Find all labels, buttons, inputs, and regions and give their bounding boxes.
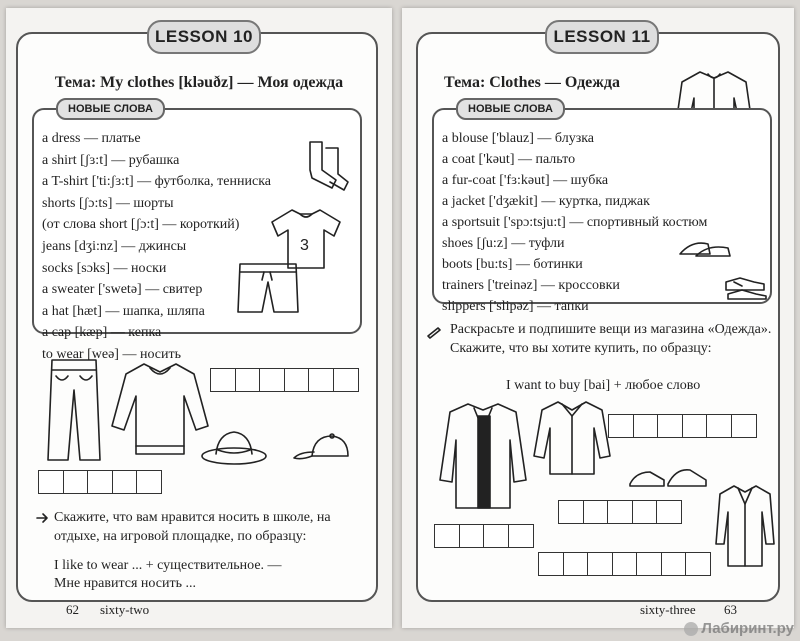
right-topic: Тема: Clothes — Одежда (444, 74, 620, 91)
arrow-bullet-icon (36, 512, 50, 524)
vocab-item: a fur-coat ['fɜ:kǝut] — шубка (442, 173, 609, 188)
left-letter-boxes-top (210, 368, 357, 392)
jacket-illustration (714, 482, 776, 570)
vocab-item: shoes [ʃu:z] — туфли (442, 236, 565, 251)
letter-box[interactable] (685, 552, 711, 576)
vocab-item: a T-shirt ['ti:ʃɜ:t] — футболка, тенниска (42, 174, 272, 190)
vocab-item: boots [bu:ts] — ботинки (442, 257, 583, 272)
right-page-number: 63 (724, 602, 737, 617)
trainers-illustration (724, 270, 768, 300)
letter-box[interactable] (633, 414, 659, 438)
slippers-illustration (678, 236, 732, 260)
pencil-icon (426, 326, 442, 338)
vocab-item: a cap [kæp] — кепка (42, 325, 162, 341)
letter-box[interactable] (706, 414, 732, 438)
left-letter-boxes-bottom (38, 470, 161, 494)
right-letter-boxes-3 (434, 524, 532, 548)
letter-box[interactable] (136, 470, 162, 494)
letter-box[interactable] (38, 470, 64, 494)
svg-text:3: 3 (300, 237, 309, 254)
left-vocab-label: НОВЫЕ СЛОВА (56, 98, 165, 120)
vocab-item: a hat [hæt] — шапка, шляпа (42, 303, 205, 319)
left-vocab-list (42, 128, 271, 366)
letter-box[interactable] (661, 552, 687, 576)
letter-box[interactable] (87, 470, 113, 494)
right-page (402, 8, 794, 628)
right-page-word: sixty-three (640, 602, 696, 617)
vocab-item: to wear [weǝ] — носить (42, 346, 182, 362)
lesson-11-heading: LESSON 11 (545, 20, 659, 54)
blouse-illustration (532, 398, 612, 478)
socks-illustration (302, 140, 352, 200)
right-letter-boxes-1 (608, 414, 755, 438)
letter-box[interactable] (583, 500, 609, 524)
letter-box[interactable] (483, 524, 509, 548)
right-vocab-label: НОВЫЕ СЛОВА (456, 98, 565, 120)
right-letter-boxes-2 (558, 500, 681, 524)
vocab-item: a shirt [ʃɜ:t] — рубашка (42, 152, 180, 168)
letter-box[interactable] (563, 552, 589, 576)
coat-illustration (438, 400, 528, 512)
hat-illustration (198, 428, 268, 468)
letter-box[interactable] (538, 552, 564, 576)
right-vocab-box (432, 103, 772, 314)
letter-box[interactable] (731, 414, 757, 438)
left-example-ru: Мне нравится носить ... (54, 576, 196, 591)
jeans-illustration (46, 356, 102, 464)
letter-box[interactable] (608, 414, 634, 438)
lesson-10-heading: LESSON 10 (147, 20, 261, 54)
letter-box[interactable] (607, 500, 633, 524)
letter-box[interactable] (682, 414, 708, 438)
vocab-item: trainers ['treinǝz] — кроссовки (442, 278, 620, 293)
letter-box[interactable] (63, 470, 89, 494)
vocab-item: jeans [dʒi:nz] — джинсы (42, 238, 187, 254)
watermark (684, 620, 794, 637)
letter-box[interactable] (434, 524, 460, 548)
vocab-item: a sportsuit ['spɔ:tsju:t] — спортивный костюм (442, 215, 708, 230)
vocab-item: socks [sɔks] — носки (42, 260, 167, 276)
letter-box[interactable] (284, 368, 310, 392)
left-page-word: sixty-two (100, 602, 150, 617)
vocab-item: slippers ['slipǝz] — тапки (442, 299, 589, 314)
letter-box[interactable] (112, 470, 138, 494)
letter-box[interactable] (657, 414, 683, 438)
vocab-item: (от слова short [ʃɔ:t] — короткий) (42, 217, 240, 233)
letter-box[interactable] (235, 368, 261, 392)
vocab-item: a sweater ['swetǝ] — свитер (42, 282, 203, 298)
vocab-item: a dress — платье (42, 131, 141, 146)
letter-box[interactable] (558, 500, 584, 524)
letter-box[interactable] (210, 368, 236, 392)
vocab-item: a jacket ['dʒækit] — куртка, пиджак (442, 194, 650, 209)
watermark-text: Лабиринт.ру (701, 620, 794, 637)
left-instruction: Скажите, что вам нравится носить в школе, на отдыхе, на игровой площадке, по образцу: (54, 510, 331, 544)
letter-box[interactable] (459, 524, 485, 548)
vocab-item: a blouse ['blauz] — блузка (442, 131, 595, 146)
left-example-en: I like to wear ... + существительное. — (54, 558, 282, 573)
left-page (6, 8, 392, 628)
letter-box[interactable] (333, 368, 359, 392)
letter-box[interactable] (508, 524, 534, 548)
left-vocab-box (32, 103, 362, 362)
vocab-item: shorts [ʃɔ:ts] — шорты (42, 195, 174, 211)
right-example: I want to buy [bai] + любое слово (506, 378, 701, 393)
vocab-item: a coat ['kǝut] — пальто (442, 152, 576, 167)
right-vocab-list (442, 128, 707, 317)
right-instruction: Раскрасьте и подпишите вещи из магазина «Одежда». Скажите, что вы хотите купить, по образцу: (450, 322, 772, 356)
shoes-illustration (628, 462, 708, 492)
letter-box[interactable] (308, 368, 334, 392)
shorts-illustration (236, 260, 300, 316)
letter-box[interactable] (636, 552, 662, 576)
letter-box[interactable] (612, 552, 638, 576)
cap-illustration (292, 432, 352, 468)
letter-box[interactable] (656, 500, 682, 524)
sweater-illustration (110, 360, 210, 460)
letter-box[interactable] (587, 552, 613, 576)
left-page-number: 62 (66, 602, 79, 617)
letter-box[interactable] (632, 500, 658, 524)
letter-box[interactable] (259, 368, 285, 392)
right-letter-boxes-4 (538, 552, 710, 576)
watermark-logo-icon (684, 622, 698, 636)
left-topic: Тема: My clothes [klǝuðz] — Моя одежда (54, 74, 344, 91)
